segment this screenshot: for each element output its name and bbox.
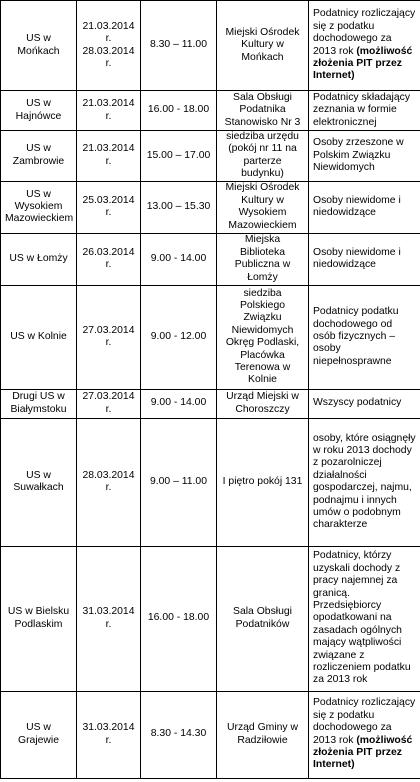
office-cell: US w Zambrowie	[1, 131, 77, 182]
hours-cell: 13.00 – 15.30	[141, 181, 217, 233]
table-row	[1, 181, 420, 233]
audience-cell: Osoby zrzeszone w Polskim Związku Niewidomych	[309, 131, 420, 182]
hours-cell: 15.00 – 17.00	[141, 131, 217, 182]
office-cell: US w Bielsku Podlaskim	[1, 546, 77, 691]
date-cell: 26.03.2014 r.	[77, 233, 141, 285]
place-cell: Urząd Gminy w Radziłowie	[217, 691, 309, 778]
table-row	[1, 418, 420, 546]
date-cell: 27.03.2014 r.	[77, 285, 141, 389]
office-cell: US w Łomży	[1, 233, 77, 285]
place-cell: siedziba urzędu (pokój nr 11 na parterze budynku)	[217, 131, 309, 182]
table-row	[1, 389, 420, 418]
date-cell: 28.03.2014 r.	[77, 418, 141, 546]
audience-cell: osoby, które osiągnęły w roku 2013 dochody z pozarolniczej działalności gospodarczej, najmu, podnajmu i innych umów o podobnym charakterze	[309, 418, 420, 546]
hours-cell: 8.30 - 14.30	[141, 691, 217, 778]
date-cell: 31.03.2014 r.	[77, 546, 141, 691]
place-cell: Urząd Miejski w Choroszczy	[217, 389, 309, 418]
audience-cell	[309, 691, 420, 778]
hours-cell: 9.00 - 14.00	[141, 233, 217, 285]
audience-cell: Podatnicy, którzy uzyskali dochody z pracy najemnej za granicą. Przedsiębiorcy opodatkowani na zasadach ogólnych mający wątpliwości związane z rozliczeniem podatku za 2013 rok	[309, 546, 420, 691]
audience-text: Podatnicy rozliczający się z podatku dochodowego za 2013 rok	[313, 697, 416, 746]
audience-text: Podatnicy rozliczający się z podatku dochodowego za 2013 rok	[313, 8, 416, 57]
place-cell: Sala Obsługi Podatników	[217, 546, 309, 691]
audience-bold-text: (możliwość złożenia PIT przez Internet)	[313, 734, 413, 771]
hours-cell: 9.00 - 14.00	[141, 389, 217, 418]
table-row	[1, 285, 420, 389]
hours-cell: 16.00 - 18.00	[141, 546, 217, 691]
table-row	[1, 691, 420, 778]
place-cell: Miejski Ośrodek Kultury w Mońkach	[217, 1, 309, 91]
audience-cell: Osoby niewidome i niedowidzące	[309, 233, 420, 285]
place-cell: siedziba Polskiego Związku Niewidomych Okręg Podlaski, Placówka Terenowa w Kolnie	[217, 285, 309, 389]
hours-cell: 16.00 - 18.00	[141, 91, 217, 131]
office-cell: US w Mońkach	[1, 1, 77, 91]
table-row	[1, 233, 420, 285]
place-cell: Miejska Biblioteka Publiczna w Łomży	[217, 233, 309, 285]
place-cell: I piętro pokój 131	[217, 418, 309, 546]
date-cell: 21.03.2014 r.	[77, 91, 141, 131]
table-row	[1, 1, 420, 91]
office-cell: US w Kolnie	[1, 285, 77, 389]
office-cell: US w Wysokiem Mazowieckiem	[1, 181, 77, 233]
audience-cell	[309, 1, 420, 91]
office-cell: US w Hajnówce	[1, 91, 77, 131]
audience-cell: Osoby niewidome i niedowidzące	[309, 181, 420, 233]
place-cell: Miejski Ośrodek Kultury w Wysokiem Mazowieckiem	[217, 181, 309, 233]
audience-bold-text: (możliwość złożenia PIT przez Internet)	[313, 45, 413, 82]
audience-cell: Podatnicy składający zeznania w formie elektronicznej	[309, 91, 420, 131]
office-cell: US w Grajewie	[1, 691, 77, 778]
place-cell: Sala Obsługi Podatnika Stanowisko Nr 3	[217, 91, 309, 131]
date-cell: 27.03.2014 r.	[77, 389, 141, 418]
hours-cell: 8.30 – 11.00	[141, 1, 217, 91]
date-cell: 25.03.2014 r.	[77, 181, 141, 233]
date-cell: 31.03.2014 r.	[77, 691, 141, 778]
date-cell: 21.03.2014 r. 28.03.2014 r.	[77, 1, 141, 91]
table-row	[1, 131, 420, 182]
hours-cell: 9.00 - 12.00	[141, 285, 217, 389]
office-cell: Drugi US w Białymstoku	[1, 389, 77, 418]
audience-cell: Wszyscy podatnicy	[309, 389, 420, 418]
hours-cell: 9.00 – 11.00	[141, 418, 217, 546]
table-row	[1, 91, 420, 131]
office-cell: US w Suwałkach	[1, 418, 77, 546]
table-row	[1, 546, 420, 691]
audience-cell: Podatnicy podatku dochodowego od osób fizycznych – osoby niepełnosprawne	[309, 285, 420, 389]
date-cell: 21.03.2014 r.	[77, 131, 141, 182]
